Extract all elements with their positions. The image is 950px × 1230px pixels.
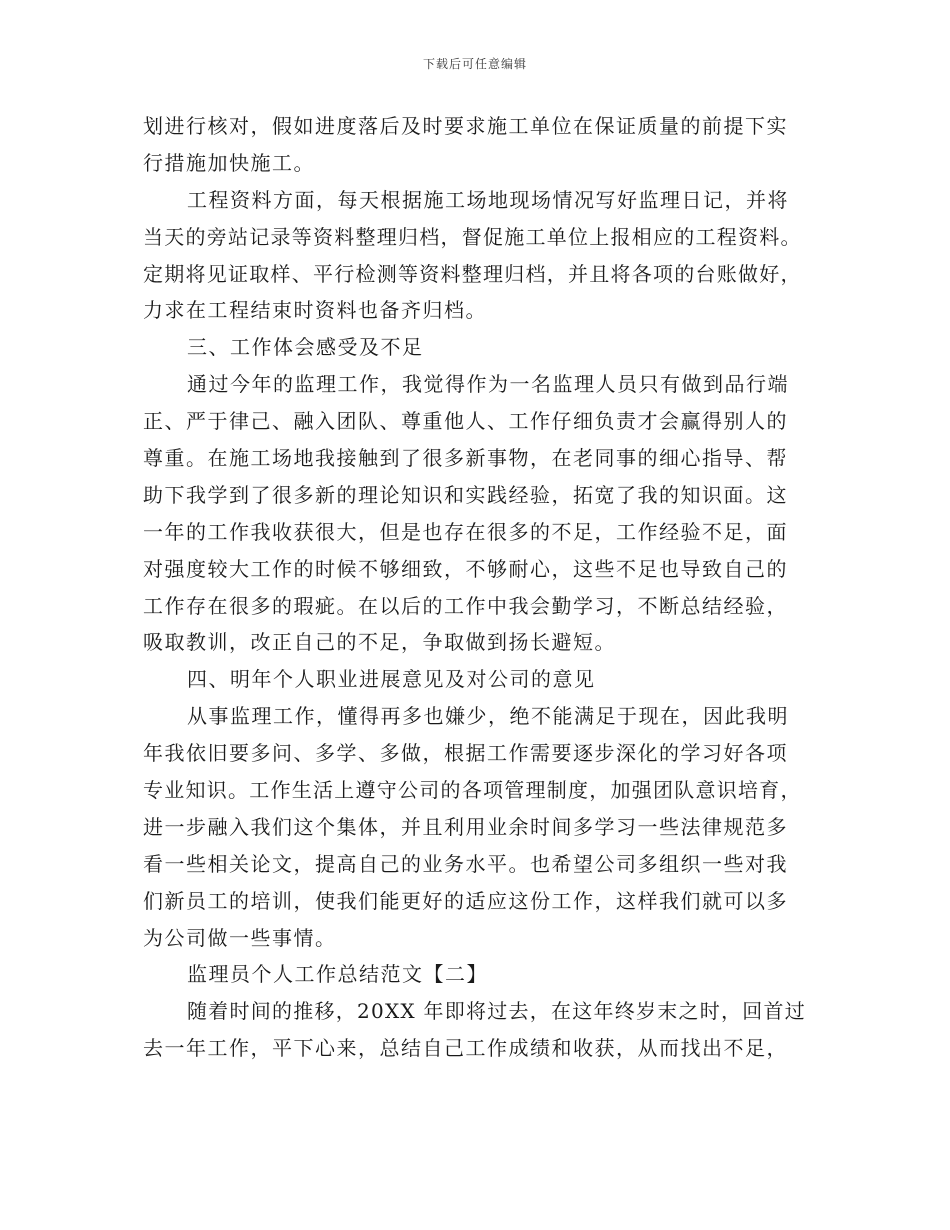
text-line: 对强度较大工作的时候不够细致，不够耐心，这些不足也导致自己的 bbox=[143, 556, 788, 581]
text-line: 从事监理工作，懂得再多也嫌少，绝不能满足于现在，因此我明 bbox=[187, 704, 789, 729]
text-line: 助下我学到了很多新的理论知识和实践经验，拓宽了我的知识面。这 bbox=[143, 482, 788, 507]
text-line: 正、严于律己、融入团队、尊重他人、工作仔细负责才会赢得别人的 bbox=[143, 409, 788, 434]
text-line: 专业知识。工作生活上遵守公司的各项管理制度，加强团队意识培育， bbox=[143, 778, 802, 803]
text-line: 通过今年的监理工作，我觉得作为一名监理人员只有做到品行端 bbox=[187, 372, 789, 397]
text-line: 尊重。在施工场地我接触到了很多新事物，在老同事的细心指导、帮 bbox=[143, 446, 788, 471]
text-line: 工程资料方面，每天根据施工场地现场情况写好监理日记，并将 bbox=[187, 187, 789, 212]
text-line: 行措施加快施工。 bbox=[143, 150, 315, 175]
text-line: 三、工作体会感受及不足 bbox=[187, 335, 424, 360]
text-line: 划进行核对，假如进度落后及时要求施工单位在保证质量的前提下实 bbox=[143, 114, 788, 138]
text-line: 随着时间的推移，20XX 年即将过去，在这年终岁末之时，回首过 bbox=[187, 999, 807, 1024]
page-header: 下载后可任意编辑 bbox=[422, 57, 527, 71]
text-line: 进一步融入我们这个集体，并且利用业余时间多学习一些法律规范多 bbox=[143, 814, 788, 839]
text-line: 一年的工作我收获很大，但是也存在很多的不足，工作经验不足，面 bbox=[143, 519, 788, 544]
text-line: 监理员个人工作总结范文【二】 bbox=[187, 962, 488, 987]
text-line: 力求在工程结束时资料也备齐归档。 bbox=[143, 298, 487, 323]
document-body bbox=[143, 108, 808, 1067]
text-line: 当天的旁站记录等资料整理归档，督促施工单位上报相应的工程资料。 bbox=[143, 224, 802, 249]
text-line: 年我依旧要多问、多学、多做，根据工作需要逐步深化的学习好各项 bbox=[143, 741, 788, 766]
text-line: 看一些相关论文，提高自己的业务水平。也希望公司多组织一些对我 bbox=[143, 851, 788, 876]
text-line: 四、明年个人职业进展意见及对公司的意见 bbox=[187, 667, 596, 692]
text-line: 吸取教训，改正自己的不足，争取做到扬长避短。 bbox=[143, 630, 616, 655]
text-line: 工作存在很多的瑕疵。在以后的工作中我会勤学习，不断总结经验， bbox=[143, 593, 788, 618]
text-line: 定期将见证取样、平行检测等资料整理归档，并且将各项的台账做好， bbox=[143, 261, 802, 286]
text-line: 为公司做一些事情。 bbox=[143, 925, 337, 950]
text-line: 们新员工的培训，使我们能更好的适应这份工作，这样我们就可以多 bbox=[143, 888, 788, 913]
text-line: 去一年工作，平下心来，总结自己工作成绩和收获，从而找出不足， bbox=[143, 1036, 788, 1061]
